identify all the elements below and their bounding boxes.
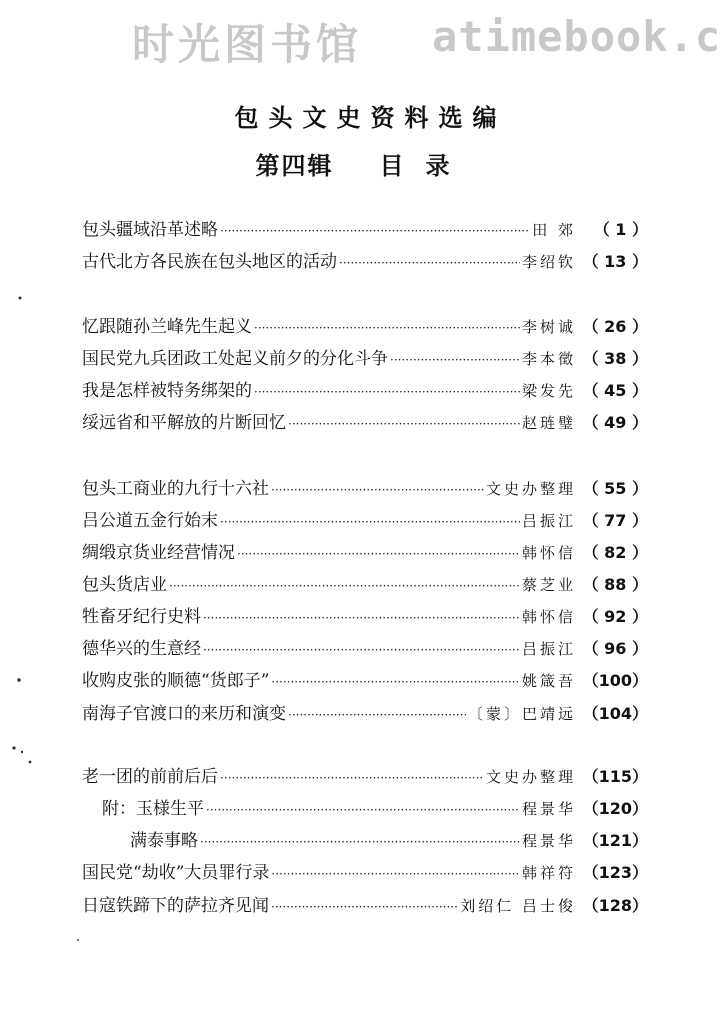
entry-page: （ 55 ） (582, 479, 648, 498)
entry-page: （ 92 ） (582, 607, 648, 626)
entry-page: （ 96 ） (582, 639, 648, 658)
entry-title: 绥远省和平解放的片断回忆 (82, 413, 286, 433)
entry-page: （ 49 ） (582, 413, 648, 432)
entry-page: （ 38 ） (582, 349, 648, 368)
entry-title: 包头货店业 (82, 575, 167, 595)
scan-speck (29, 761, 32, 764)
entry-page: （104） (582, 704, 648, 723)
contents-label: 目录 (379, 152, 472, 180)
entry-author: 程景华 (521, 800, 576, 818)
entry-author: 姚箴吾 (521, 672, 576, 690)
entry-page: （ 1 ） (593, 220, 648, 239)
entry-author: 〔蒙〕巴靖远 (467, 705, 576, 723)
entry-author: 梁发先 (521, 382, 576, 400)
entry-author: 吕振江 (521, 640, 576, 658)
scan-speck (19, 297, 22, 300)
entry-page: （ 82 ） (582, 543, 648, 562)
scan-speck (17, 678, 21, 682)
book-title: 包头文史资料选编 (234, 104, 507, 132)
entry-title: 吕公道五金行始末 (82, 511, 218, 531)
entry-author: 李绍钦 (521, 253, 576, 271)
entry-title: 南海子官渡口的来历和演变 (82, 704, 286, 724)
entry-page: （ 13 ） (582, 252, 648, 271)
entry-page: （ 88 ） (582, 575, 648, 594)
entry-author: 文史办整理 (485, 480, 576, 498)
entry-title: 古代北方各民族在包头地区的活动 (82, 252, 337, 272)
entry-page: （120） (582, 799, 648, 818)
entry-author: 韩怀信 (521, 608, 576, 626)
entry-author: 李本徵 (521, 350, 576, 368)
entry-author: 程景华 (521, 832, 576, 850)
entry-page: （123） (582, 863, 648, 882)
scan-speck (12, 746, 15, 749)
entry-author: 田 郊 (532, 221, 576, 239)
entry-page: （ 77 ） (582, 511, 648, 530)
entry-author: 赵琏璧 (521, 414, 576, 432)
entry-page: （100） (582, 671, 648, 690)
entry-title: 满泰事略 (130, 831, 198, 851)
entry-page: （ 26 ） (582, 317, 648, 336)
entry-page: （ 45 ） (582, 381, 648, 400)
entry-author: 文史办整理 (485, 768, 576, 786)
entry-author: 刘绍仁 吕士俊 (460, 897, 576, 915)
entry-title: 老一团的前前后后 (82, 767, 218, 787)
entry-author: 吕振江 (521, 512, 576, 530)
entry-author: 蔡芝业 (521, 576, 576, 594)
entry-title: 包头工商业的九行十六社 (82, 479, 269, 499)
entry-title: 德华兴的生意经 (82, 639, 201, 659)
entry-author: 韩祥符 (521, 864, 576, 882)
entry-author: 李树诚 (521, 318, 576, 336)
entry-title: 收购皮张的顺德“货郎子” (82, 671, 270, 691)
scan-speck (77, 939, 79, 941)
entry-title: 忆跟随孙兰峰先生起义 (82, 317, 252, 337)
entry-title: 牲畜牙纪行史料 (82, 607, 201, 627)
entry-title: 国民党九兵团政工处起义前夕的分化斗争 (82, 349, 388, 369)
entry-page: （115） (582, 767, 648, 786)
entry-author: 韩怀信 (521, 544, 576, 562)
entry-title: 绸缎京货业经营情况 (82, 543, 235, 563)
entry-page: （121） (582, 831, 648, 850)
entry-title: 国民党“劫收”大员罪行录 (82, 863, 270, 883)
entry-title: 附：玉様生平 (102, 799, 204, 819)
entry-title: 日寇铁蹄下的萨拉齐见闻 (82, 896, 269, 916)
entry-page: （128） (582, 896, 648, 915)
scan-speck (21, 751, 23, 753)
entry-title: 我是怎样被特务绑架的 (82, 381, 252, 401)
watermark-url: atimebook.c (432, 12, 722, 61)
entry-title: 包头疆域沿革述略 (82, 220, 218, 240)
volume-label: 第四辑 (255, 152, 334, 180)
watermark-chinese: 时光图书馆 (132, 20, 363, 69)
